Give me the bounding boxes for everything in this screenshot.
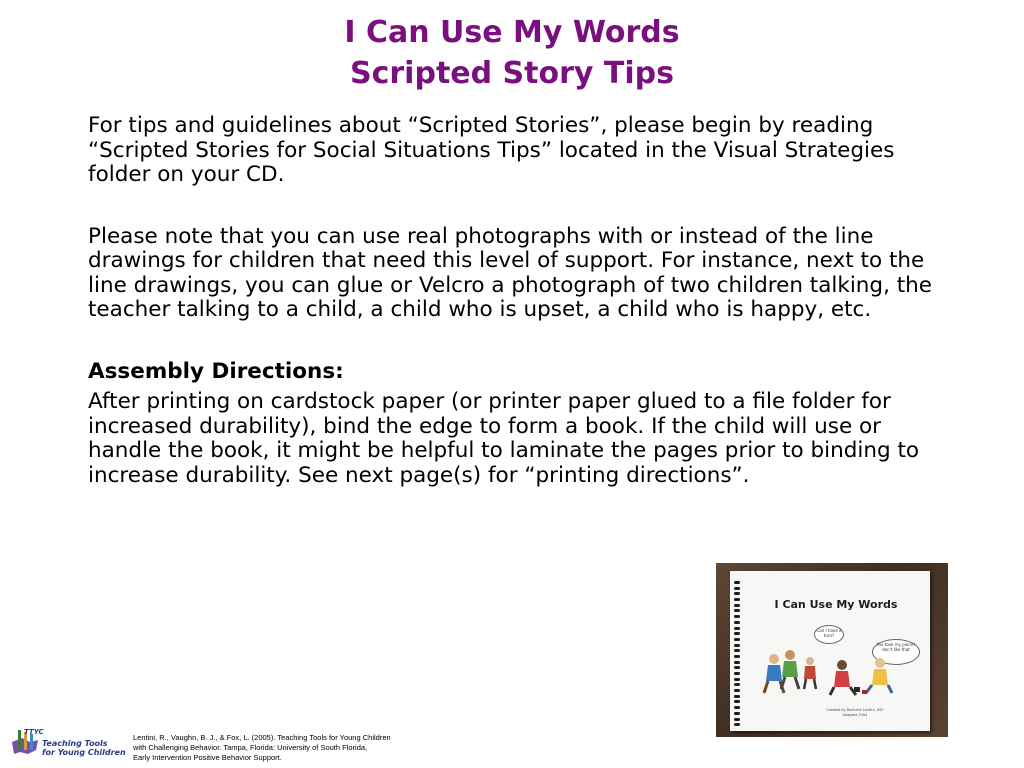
citation-line-3: Early Intervention Positive Behavior Support. (133, 753, 282, 762)
assembly-heading: Assembly Directions: (88, 358, 344, 384)
kids-talking-left (764, 650, 816, 693)
logo-line-2: for Young Children (42, 748, 126, 757)
speech-bubble-turn: Can I have a turn? (814, 625, 844, 644)
slide-body (88, 114, 958, 488)
kids-playing-right (830, 658, 892, 695)
title-line-2: Scripted Story Tips (350, 56, 674, 91)
assembly-paragraph: After printing on cardstock paper (or printer paper glued to a file folder for increased durability), bind the edge to form a book. If the child will use or handle the book, it might be helpful to laminate the pages prior to binding to increase durability. See next page(s) for “printing directions”. (88, 389, 920, 488)
children-illustration (750, 641, 920, 711)
book-credit (800, 708, 910, 718)
credit-line-2: Adapted 2004 (842, 713, 868, 717)
book-cover-title: I Can Use My Words (774, 598, 898, 611)
logo-abbrev: TTYC (24, 728, 44, 736)
photographs-paragraph: Please note that you can use real photographs with or instead of the line drawings for children that need this level of support. For instance, next to the line drawings, you can glue or Velcro a photograph of two children talking, the teacher talking to a child, a child who is upset, a child who is happy, etc. (88, 223, 933, 322)
citation-line-1: Lentini, R., Vaughn, B. J., & Fox, L. (2005). Teaching Tools for Young Children (133, 733, 391, 742)
citation (133, 733, 473, 763)
book-photo (716, 563, 948, 737)
tips-paragraph: For tips and guidelines about “Scripted Stories”, please begin by reading “Scripted Stories for Social Situations Tips” located in the Visual Strategies folder on your CD. (88, 113, 895, 187)
book-cover (730, 571, 930, 731)
spiral-binding (734, 581, 742, 726)
speech-bubble-upset: You took my piece I don't like that (872, 639, 920, 665)
citation-line-2: with Challenging Behavior. Tampa, Florida: University of South Florida, (133, 743, 368, 752)
slide-title (0, 12, 1024, 94)
logo-line-1: Teaching Tools (42, 739, 108, 748)
ttyc-logo (10, 728, 126, 760)
title-line-1: I Can Use My Words (344, 15, 680, 50)
credit-line-1: Created by Rochelle Lentini, USF (826, 708, 884, 712)
